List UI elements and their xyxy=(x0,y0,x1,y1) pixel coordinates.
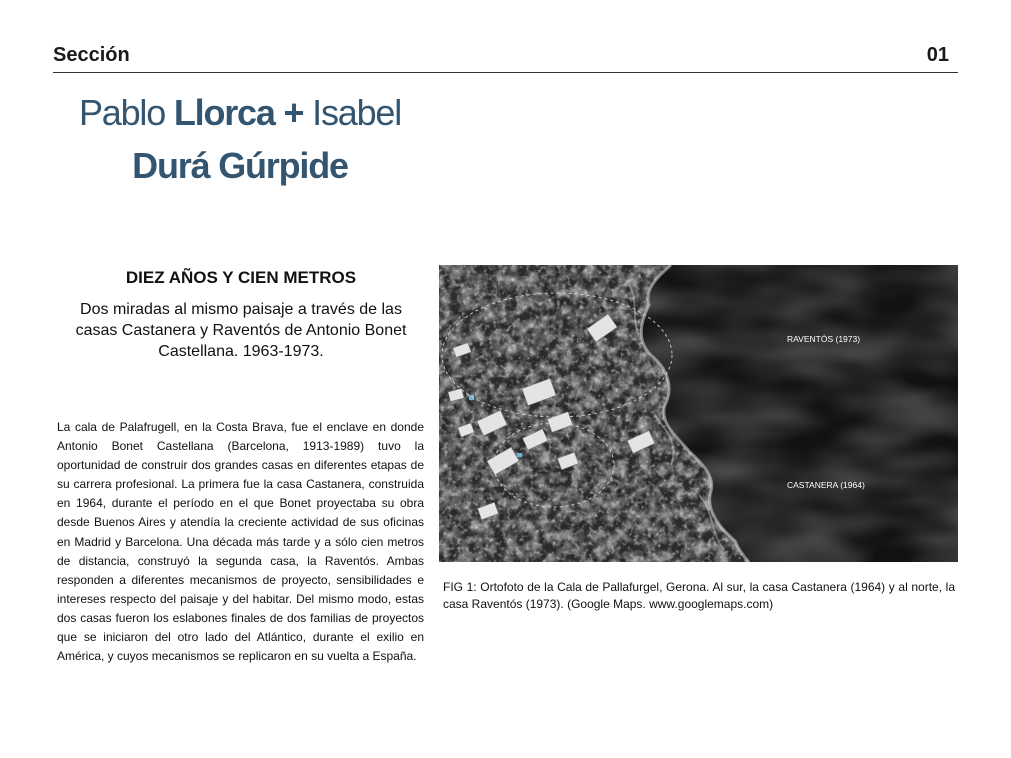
article-body: La cala de Palafrugell, en la Costa Brava, fue el enclave en donde Antonio Bonet Castellana (Barcelona, 1913-1989) tuvo la oportunidad de construir dos grandes casas en diferentes etapas de su carrera profesional. La primera fue la casa Castanera, construida en 1964, durante el período en el que Bonet proyectaba su obra desde Buenos Aires y atendía la creciente actividad de sus oficinas en Madrid y Barcelona. Una década más tarde y a sólo cien metros de distancia, construyó la segunda casa, la Raventós. Ambas responden a diferentes mecanismos de proyecto, sensibilidades e intereses respecto del paisaje y del habitar. Del mismo modo, estas dos casas fueron los eslabones finales de dos familias de proyectos que se iniciaron del otro lado del Atlántico, durante el exilio en América, y cuyos mecanismos se replicaron en su vuelta a España. xyxy=(57,420,424,664)
header-divider xyxy=(53,72,958,73)
author-surname: Llorca xyxy=(173,92,275,133)
article-subtitle: Dos miradas al mismo paisaje a través de las casas Castanera y Raventós de Antonio Bonet Castellana. 1963-1973. xyxy=(75,301,407,360)
article-title: DIEZ AÑOS Y CIEN METROS xyxy=(125,268,357,287)
section-label: Sección xyxy=(53,44,130,66)
authors-line-2 xyxy=(40,139,440,192)
coauthor-surname: Durá Gúrpide xyxy=(132,145,348,186)
authors-heading xyxy=(40,86,440,192)
authors-plus: + xyxy=(274,92,313,133)
coauthor-first-name: Isabel xyxy=(312,92,402,133)
authors-line-1 xyxy=(40,86,440,139)
page-number: 01 xyxy=(926,44,949,66)
aerial-photo xyxy=(439,265,958,562)
figure-caption: FIG 1: Ortofoto de la Cala de Pallafurgel, Gerona. Al sur, la casa Castanera (1964) y al norte, la casa Raventós (1973). (Google Maps. www.googlemaps.com) xyxy=(443,580,955,611)
author-first-name: Pablo xyxy=(78,92,174,133)
castanera-label: CASTANERA (1964) xyxy=(787,480,865,490)
raventos-label: RAVENTÓS (1973) xyxy=(787,334,861,344)
